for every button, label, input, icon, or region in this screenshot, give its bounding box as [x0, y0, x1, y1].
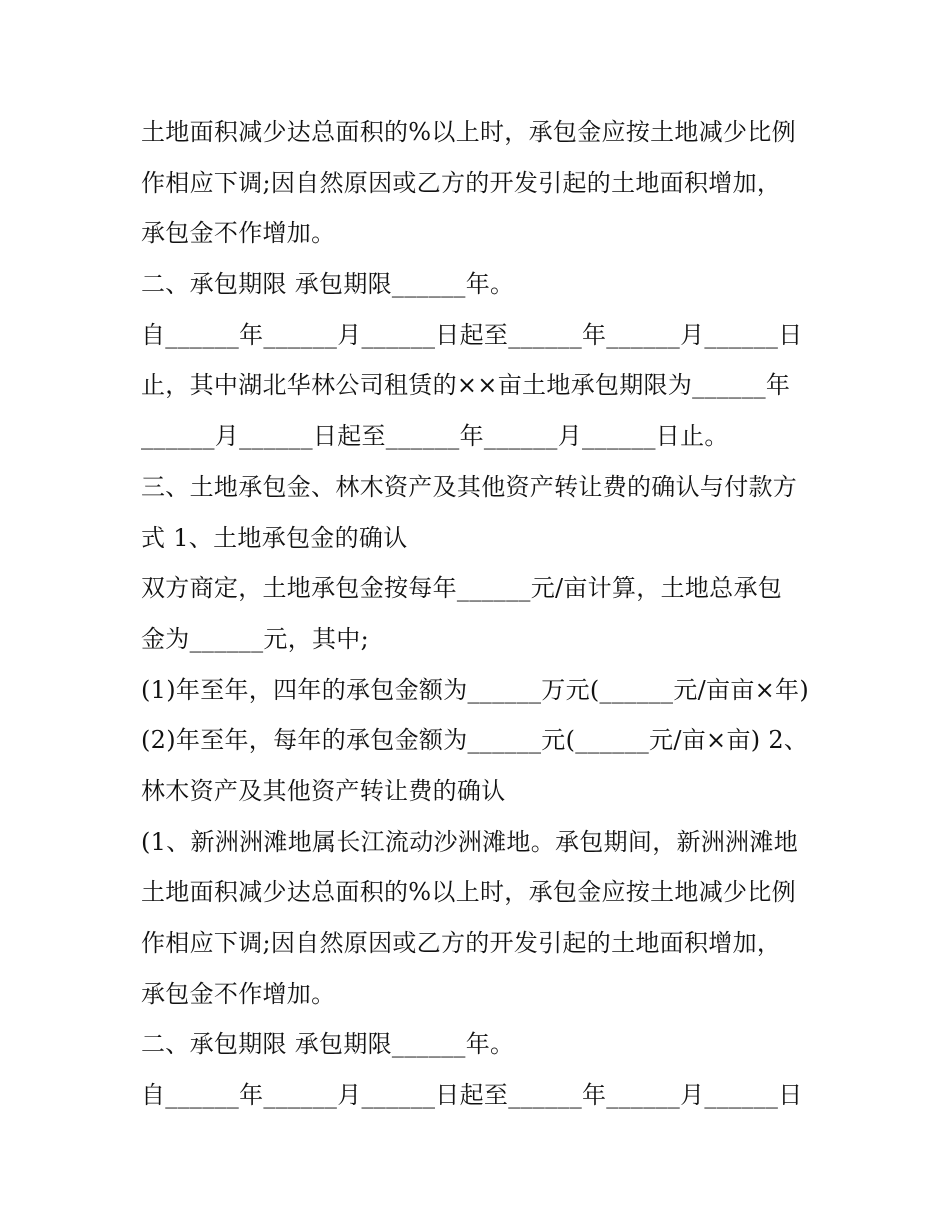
text-line-18: 承包金不作增加。: [141, 979, 336, 1008]
text-line-13: (2)年至年，每年的承包金额为______元(______元/亩×亩) 2、: [141, 726, 809, 755]
text-line-7: ______月______日起至______年______月______日止。: [141, 422, 729, 451]
text-line-3: 承包金不作增加。: [141, 219, 336, 248]
text-line-6: 止，其中湖北华林公司租赁的××亩土地承包期限为______年: [141, 371, 791, 400]
text-line-17: 作相应下调;因自然原因或乙方的开发引起的土地面积增加，: [141, 929, 782, 957]
text-line-10: 双方商定，土地承包金按每年______元/亩计算，土地总承包: [141, 574, 783, 603]
text-line-11: 金为______元，其中;: [141, 624, 369, 653]
text-line-8: 三、土地承包金、林木资产及其他资产转让费的确认与付款方: [141, 472, 798, 501]
text-line-14: 林木资产及其他资产转让费的确认: [141, 776, 506, 805]
text-line-16: 土地面积减少达总面积的%以上时，承包金应按土地减少比例: [141, 878, 796, 907]
text-line-20: 自______年______月______日起至______年______月______日: [141, 1081, 803, 1110]
text-line-9: 式 1、土地承包金的确认: [141, 523, 408, 552]
text-line-1: 土地面积减少达总面积的%以上时，承包金应按土地减少比例: [141, 118, 796, 146]
text-line-12: (1)年至年，四年的承包金额为______万元(______元/亩亩×年): [141, 675, 810, 704]
text-line-19: 二、承包期限 承包期限______年。: [141, 1030, 515, 1059]
text-line-4: 二、承包期限 承包期限______年。: [141, 270, 515, 299]
contract-text: [141, 107, 831, 1121]
text-line-15: (1、新洲洲滩地属长江流动沙洲滩地。承包期间，新洲洲滩地: [141, 827, 799, 856]
text-line-5: 自______年______月______日起至______年______月______日: [141, 320, 803, 349]
text-line-2: 作相应下调;因自然原因或乙方的开发引起的土地面积增加，: [141, 168, 782, 197]
